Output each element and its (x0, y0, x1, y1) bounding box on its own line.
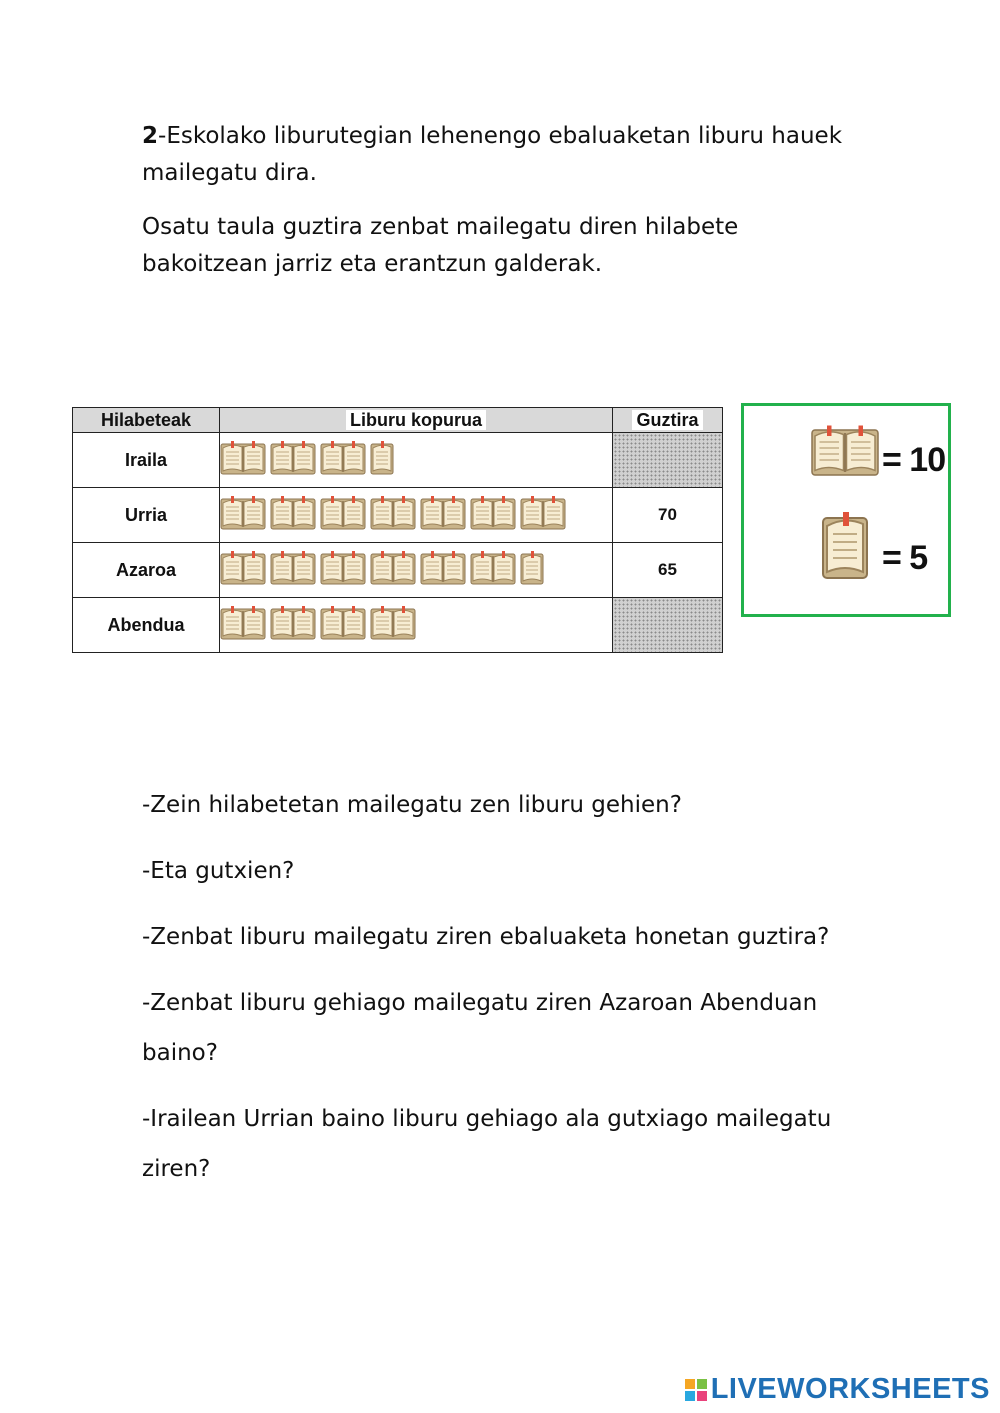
month-cell: Iraila (73, 433, 220, 488)
header-month: Hilabeteak (73, 408, 220, 433)
table-row (73, 598, 723, 653)
question-4: -Zenbat liburu gehiago mailegatu ziren Azaroan Abenduan baino? (142, 990, 818, 1066)
pictogram-legend (741, 403, 951, 617)
total-cell: 65 (613, 543, 723, 598)
open-book-icon (320, 605, 366, 646)
month-cell: Azaroa (73, 543, 220, 598)
open-book-icon (420, 550, 466, 591)
table-row (73, 543, 723, 598)
table-row (73, 433, 723, 488)
open-book-icon (270, 495, 316, 536)
books-cell (220, 543, 613, 598)
legend-full-value: = 10 (882, 440, 946, 479)
books-cell (220, 433, 613, 488)
month-cell: Urria (73, 488, 220, 543)
legend-full-book (810, 424, 945, 482)
month-cell: Abendua (73, 598, 220, 653)
total-answer-field[interactable] (613, 433, 723, 488)
question-1: -Zein hilabetetan mailegatu zen liburu gehien? (142, 792, 682, 818)
total-answer-field[interactable] (613, 598, 723, 653)
exercise-number: 2 (142, 123, 159, 149)
open-book-icon (320, 495, 366, 536)
intro-paragraph-1 (142, 118, 862, 192)
instructions (142, 118, 862, 300)
open-book-icon (370, 550, 416, 591)
open-book-icon (220, 440, 266, 481)
open-book-icon (470, 495, 516, 536)
legend-half-value: = 5 (882, 538, 928, 577)
open-book-icon (810, 424, 880, 482)
intro-text-1: -Eskolako liburutegian lehenengo ebaluaketan liburu hauek mailegatu dira. (142, 123, 843, 186)
books-cell (220, 598, 613, 653)
table-header-row (73, 408, 723, 433)
half-book-icon (520, 550, 544, 591)
open-book-icon (220, 605, 266, 646)
question-2: -Eta gutxien? (142, 858, 295, 884)
brand-name: LIVEWORKSHEETS (710, 1373, 990, 1405)
books-cell (220, 488, 613, 543)
legend-half-book (820, 510, 927, 586)
open-book-icon (220, 495, 266, 536)
open-book-icon (220, 550, 266, 591)
open-book-icon (320, 550, 366, 591)
questions-list (142, 780, 842, 1210)
open-book-icon (270, 605, 316, 646)
total-cell: 70 (613, 488, 723, 543)
open-book-icon (370, 605, 416, 646)
open-book-icon (270, 550, 316, 591)
question-5: -Irailean Urrian baino liburu gehiago ala gutxiago mailegatu ziren? (142, 1106, 832, 1182)
header-total: Guztira (613, 408, 723, 433)
open-book-icon (370, 495, 416, 536)
half-book-icon (370, 440, 394, 481)
intro-paragraph-2: Osatu taula guztira zenbat mailegatu diren hilabete bakoitzean jarriz eta erantzun galderak. (142, 214, 739, 277)
open-book-icon (470, 550, 516, 591)
open-book-icon (320, 440, 366, 481)
brand-logo-icon (685, 1379, 707, 1401)
header-books: Liburu kopurua (220, 408, 613, 433)
liveworksheets-logo (685, 1373, 990, 1406)
open-book-icon (270, 440, 316, 481)
half-book-icon (820, 510, 870, 586)
question-3: -Zenbat liburu mailegatu ziren ebaluaketa honetan guztira? (142, 924, 830, 950)
open-book-icon (420, 495, 466, 536)
pictogram-table (72, 407, 723, 653)
table-row (73, 488, 723, 543)
open-book-icon (520, 495, 566, 536)
